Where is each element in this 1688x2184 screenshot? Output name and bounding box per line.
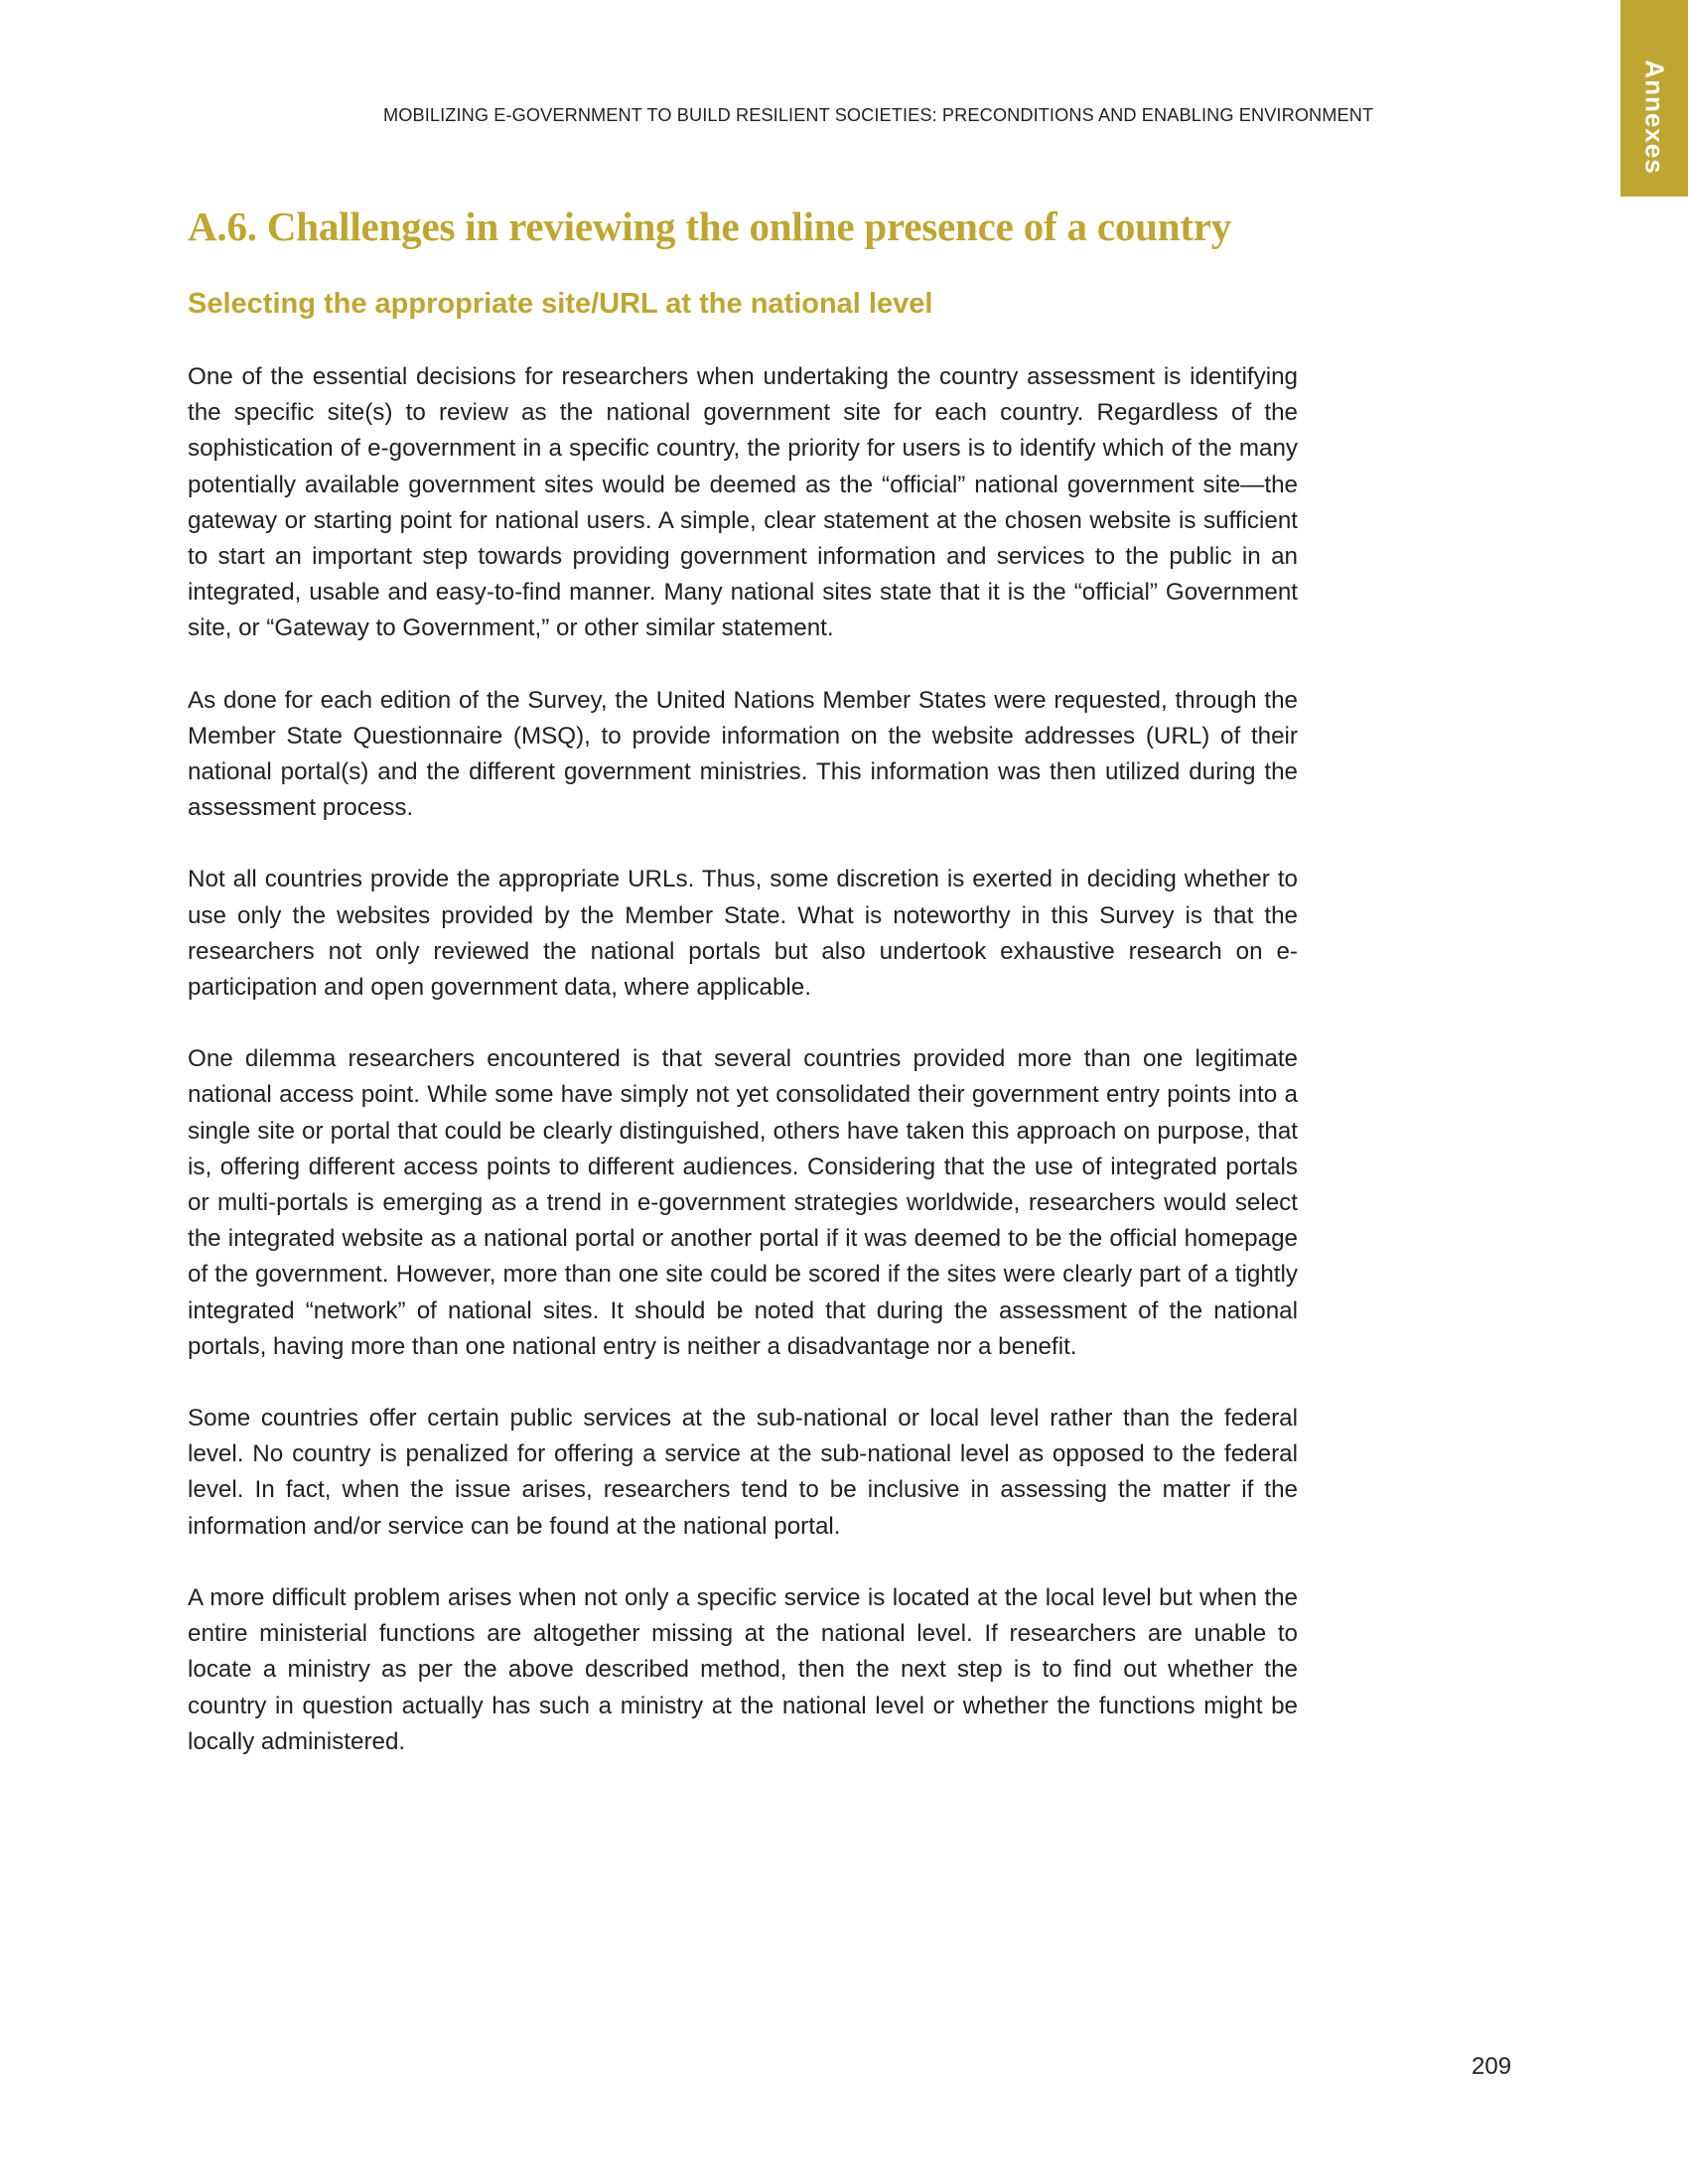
body-text — [188, 359, 1298, 1796]
paragraph-6: A more difficult problem arises when not only a specific service is located at the local level but when the entire ministerial functions are altogether missing at the national level. If researchers are unable to locate a ministry as per the above described method, then the next step is to find out whether the country in question actually has such a ministry at the national level or whether the functions might be locally administered. — [188, 1583, 1298, 1755]
paragraph-3: Not all countries provide the appropriate URLs. Thus, some discretion is exerted in deciding whether to use only the websites provided by the Member State. What is noteworthy in this Survey is that the researchers not only reviewed the national portals but also undertook exhaustive research on e-participation and open government data, where applicable. — [188, 866, 1298, 1002]
paragraph-2: As done for each edition of the Survey, the United Nations Member States were requested, through the Member State Questionnaire (MSQ), to provide information on the website addresses (URL) of their national portal(s) and the different government ministries. This information was then utilized during the assessment process. — [188, 686, 1298, 822]
paragraph-1: One of the essential decisions for researchers when undertaking the country assessment is identifying the specific site(s) to review as the national government site for each country. Regardless of the sophistication of e-government in a specific country, the priority for users is to identify which of the many potentially available government sites would be deemed as the “official” national government site—the gateway or starting point for national users. A simple, clear statement at the chosen website is sufficient to start an important step towards providing government information and services to the public in an integrated, usable and easy-to-find manner. Many national sites state that it is the “official” Government site, or “Gateway to Government,” or other similar statement. — [188, 363, 1298, 642]
page-number: 209 — [1472, 2053, 1512, 2080]
subsection-title: Selecting the appropriate site/URL at the national level — [188, 288, 933, 320]
annexes-side-tab[interactable] — [1620, 0, 1688, 197]
side-tab-label: Annexes — [1639, 60, 1670, 175]
paragraph-5: Some countries offer certain public services at the sub-national or local level rather than the federal level. No country is penalized for offering a service at the sub-national level as opposed to the federal level. In fact, when the issue arises, researchers tend to be inclusive in assessing the matter if the information and/or service can be found at the national portal. — [188, 1405, 1298, 1540]
paragraph-4: One dilemma researchers encountered is that several countries provided more than one legitimate national access point. While some have simply not yet consolidated their government entry points into a single site or portal that could be clearly distinguished, others have taken this approach on purpose, that is, offering different access points to different audiences. Considering that the use of integrated portals or multi-portals is emerging as a trend in e-government strategies worldwide, researchers would select the integrated website as a national portal or another portal if it was deemed to be the official homepage of the government. However, more than one site could be scored if the sites were clearly part of a tightly integrated “network” of national sites. It should be noted that during the assessment of the national portals, having more than one national entry is neither a disadvantage nor a benefit. — [188, 1045, 1298, 1360]
section-title: A.6. Challenges in reviewing the online presence of a country — [188, 204, 1232, 249]
running-header: MOBILIZING E-GOVERNMENT TO BUILD RESILIENT SOCIETIES: PRECONDITIONS AND ENABLING ENVIRONMENT — [383, 105, 1374, 125]
